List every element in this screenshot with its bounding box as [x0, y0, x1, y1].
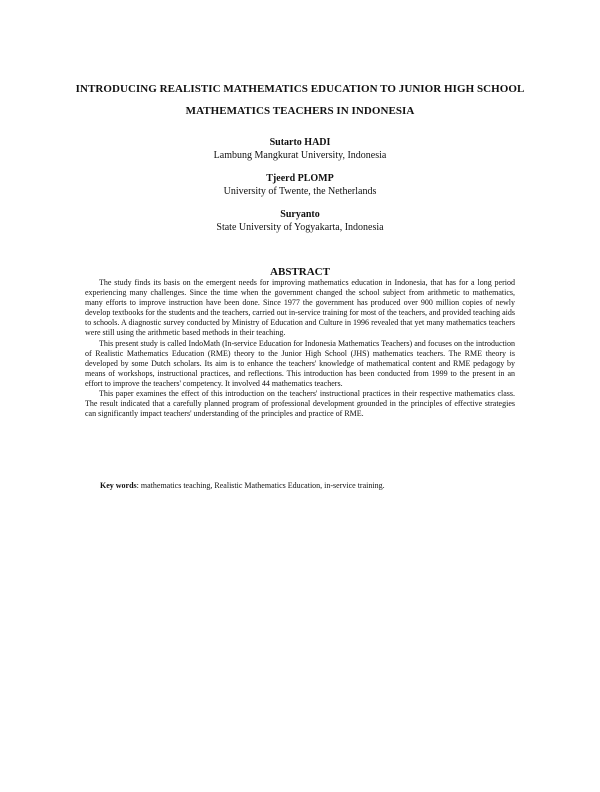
- author-block: [100, 208, 500, 234]
- author-block: [100, 136, 500, 162]
- keywords-line: [100, 481, 520, 491]
- abstract-paragraph: This present study is called IndoMath (In-service Education for Indonesia Mathematics Teachers) and focuses on the introduction of Realistic Mathematics Education (RME) theory to the Junior High School (JHS) mathematics teachers. The RME theory is developed by some Dutch scholars. Its aim is to enhance the teachers' knowledge of mathematical content and RME pedagogy by means of workshops, instructional practices, and reflections. This introduction has been conducted from 1999 to the present in an effort to improve the teachers' competency. It involved 44 mathematics teachers.: [85, 338, 515, 388]
- author-block: [100, 172, 500, 198]
- keywords-label: Key words: [100, 481, 137, 490]
- abstract-paragraph: The study finds its basis on the emergent needs for improving mathematics education in Indonesia, that has for a long period experiencing many challenges. Since the time when the government changed the school subject from arithmetic to mathematics, many efforts to improve instruction have been done. Since 1977 the government has produced over 900 million copies of newly develop textbooks for the students and the teachers, carried out in-service training for most of the teachers, and provided teaching aids to schools. A diagnostic survey conducted by Ministry of Education and Culture in 1996 revealed that yet many mathematics teachers were still using the arithmetic based methods in their teaching.: [85, 278, 515, 338]
- author-affiliation: Lambung Mangkurat University, Indonesia: [213, 150, 387, 161]
- paper-title: INTRODUCING REALISTIC MATHEMATICS EDUCATION TO JUNIOR HIGH SCHOOL MATHEMATICS TEACHERS IN INDONESIA: [75, 83, 525, 117]
- abstract-heading: ABSTRACT: [270, 266, 330, 278]
- author-name: Tjeerd PLOMP: [266, 173, 334, 184]
- author-name: Sutarto HADI: [269, 137, 331, 148]
- author-name: Suryanto: [280, 209, 320, 220]
- abstract-paragraph: This paper examines the effect of this introduction on the teachers' instructional practices in their respective mathematics class. The result indicated that a carefully planned program of professional development grounded in the principles of effective strategies can significantly impact teachers' understanding of the principles and practice of RME.: [85, 389, 515, 419]
- author-affiliation: State University of Yogyakarta, Indonesia: [216, 222, 384, 233]
- keywords-text: : mathematics teaching, Realistic Mathematics Education, in-service training.: [136, 481, 385, 490]
- author-affiliation: University of Twente, the Netherlands: [223, 186, 377, 197]
- abstract-body: [85, 278, 515, 419]
